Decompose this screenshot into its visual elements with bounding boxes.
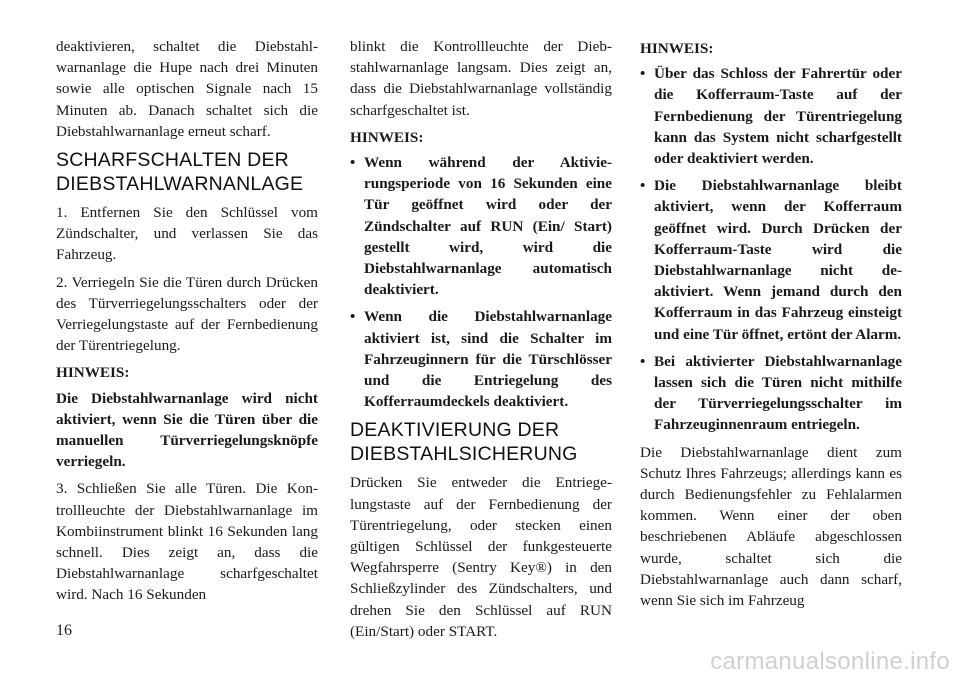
list-item-text: Wenn während der Aktivierungsperiode von 16 Sekunden eine Tür geöffnet wird oder der Zündschalter auf RUN (Ein/ Start) gestellt wird, wird die Diebstahlwarnanlage automatisch deaktiviert. bbox=[364, 154, 612, 299]
col1-intro-paragraph: deaktivieren, schaltet die Diebstahlwarnanlage die Hupe nach drei Minuten sowie alle optischen Signale nach 15 Minuten ab. Danach schaltet sich die Diebstahlwarnanlage erneut scharf. bbox=[56, 38, 318, 140]
note-label: HINWEIS: bbox=[350, 128, 424, 146]
note-bullet-list bbox=[640, 63, 902, 435]
note-text: Die Diebstahlwarnanlage wird nicht aktiviert, wenn Sie die Türen über die manuellen Türverriegelungsknöpfe verriegeln. bbox=[56, 389, 318, 471]
list-item bbox=[350, 152, 612, 300]
step-2-paragraph: 2. Verriegeln Sie die Türen durch Drücken des Türverriegelungsschalters oder der Verriegelungstaste auf der Fernbedienung der Türentriegelung. bbox=[56, 273, 318, 355]
column-2 bbox=[350, 36, 612, 648]
page-number: 16 bbox=[56, 622, 72, 639]
watermark: carmanualsonline.info bbox=[710, 648, 950, 675]
bullet-icon: • bbox=[640, 352, 646, 370]
disarming-paragraph: Drücken Sie entweder die Entriegelungstaste auf der Fernbedienung der Türentriegelung, oder stecken einen gültigen Schlüssel der funkgesteuerte Wegfahrsperre (Sentry Key®) in den Schließzylinder des Zündschalters, und drehen Sie den Schlüssel auf RUN (Ein/Start) oder START. bbox=[350, 474, 612, 640]
list-item bbox=[350, 306, 612, 412]
list-item-text: Bei aktivierter Diebstahlwarnanlage lassen sich die Türen nicht mithilfe der Türverriegelungsschalter im Fahrzeuginnenraum entriegeln. bbox=[654, 352, 902, 434]
list-item bbox=[640, 175, 902, 345]
col3-body-paragraph: Die Diebstahlwarnanlage dient zum Schutz Ihres Fahrzeugs; allerdings kann es durch Bedienungsfehler zu Fehlalarmen kommen. Wenn einer der oben beschriebenen Abläufe abgeschlossen wurde, schaltet sich die Diebstahlwarnanlage auch dann scharf, wenn Sie sich im Fahrzeug bbox=[640, 443, 902, 610]
col2-intro-paragraph: blinkt die Kontrollleuchte der Diebstahlwarnanlage langsam. Dies zeigt an, dass die Diebstahlwarnanlage vollständig scharfgeschaltet ist. bbox=[350, 38, 612, 119]
note-label: HINWEIS: bbox=[640, 40, 714, 57]
list-item-text: Über das Schloss der Fahrertür oder die Kofferraum-Taste auf der Fernbedienung der Türentriegelung kann das System nicht scharfgestellt oder deaktiviert werden. bbox=[654, 65, 902, 168]
bullet-icon: • bbox=[350, 308, 356, 326]
list-item bbox=[640, 351, 902, 436]
note-bullet-list bbox=[350, 152, 612, 412]
bullet-icon: • bbox=[640, 177, 646, 195]
note-label: HINWEIS: bbox=[56, 364, 130, 382]
step-1-paragraph: 1. Entfernen Sie den Schlüssel vom Zündschalter, und verlassen Sie das Fahrzeug. bbox=[56, 204, 318, 264]
column-3 bbox=[640, 36, 902, 617]
step-3-paragraph: 3. Schließen Sie alle Türen. Die Kontrollleuchte der Diebstahlwarnanlage im Kombiinstrument blinkt 16 Sekunden lang schnell. Dies zeigt an, dass die Diebstahlwarnanlage scharfgeschaltet wird. Nach 16 Sekunden bbox=[56, 480, 318, 604]
bullet-icon: • bbox=[350, 154, 356, 172]
list-item-text: Wenn die Diebstahlwarnanlage aktiviert ist, sind die Schalter im Fahrzeuginnern für die Türschlösser und die Entriegelung des Kofferraumdeckels deaktiviert. bbox=[364, 308, 612, 411]
column-1 bbox=[56, 36, 318, 612]
bullet-icon: • bbox=[640, 65, 646, 83]
list-item bbox=[640, 63, 902, 169]
list-item-text: Die Diebstahlwarnanlage bleibt aktiviert, wenn der Kofferraum geöffnet wird. Durch Drücken der Kofferraum-Taste wird die Diebstahlwarnanlage nicht deaktiviert. Wenn jemand durch den Kofferraum in das Fahrzeug einsteigt und eine Tür öffnet, ertönt der Alarm. bbox=[654, 177, 902, 343]
arming-heading: SCHARFSCHALTEN DER DIEBSTAHLWARNANLAGE bbox=[56, 149, 304, 196]
disarming-heading: DEAKTIVIERUNG DER DIEBSTAHLSICHERUNG bbox=[350, 419, 578, 466]
